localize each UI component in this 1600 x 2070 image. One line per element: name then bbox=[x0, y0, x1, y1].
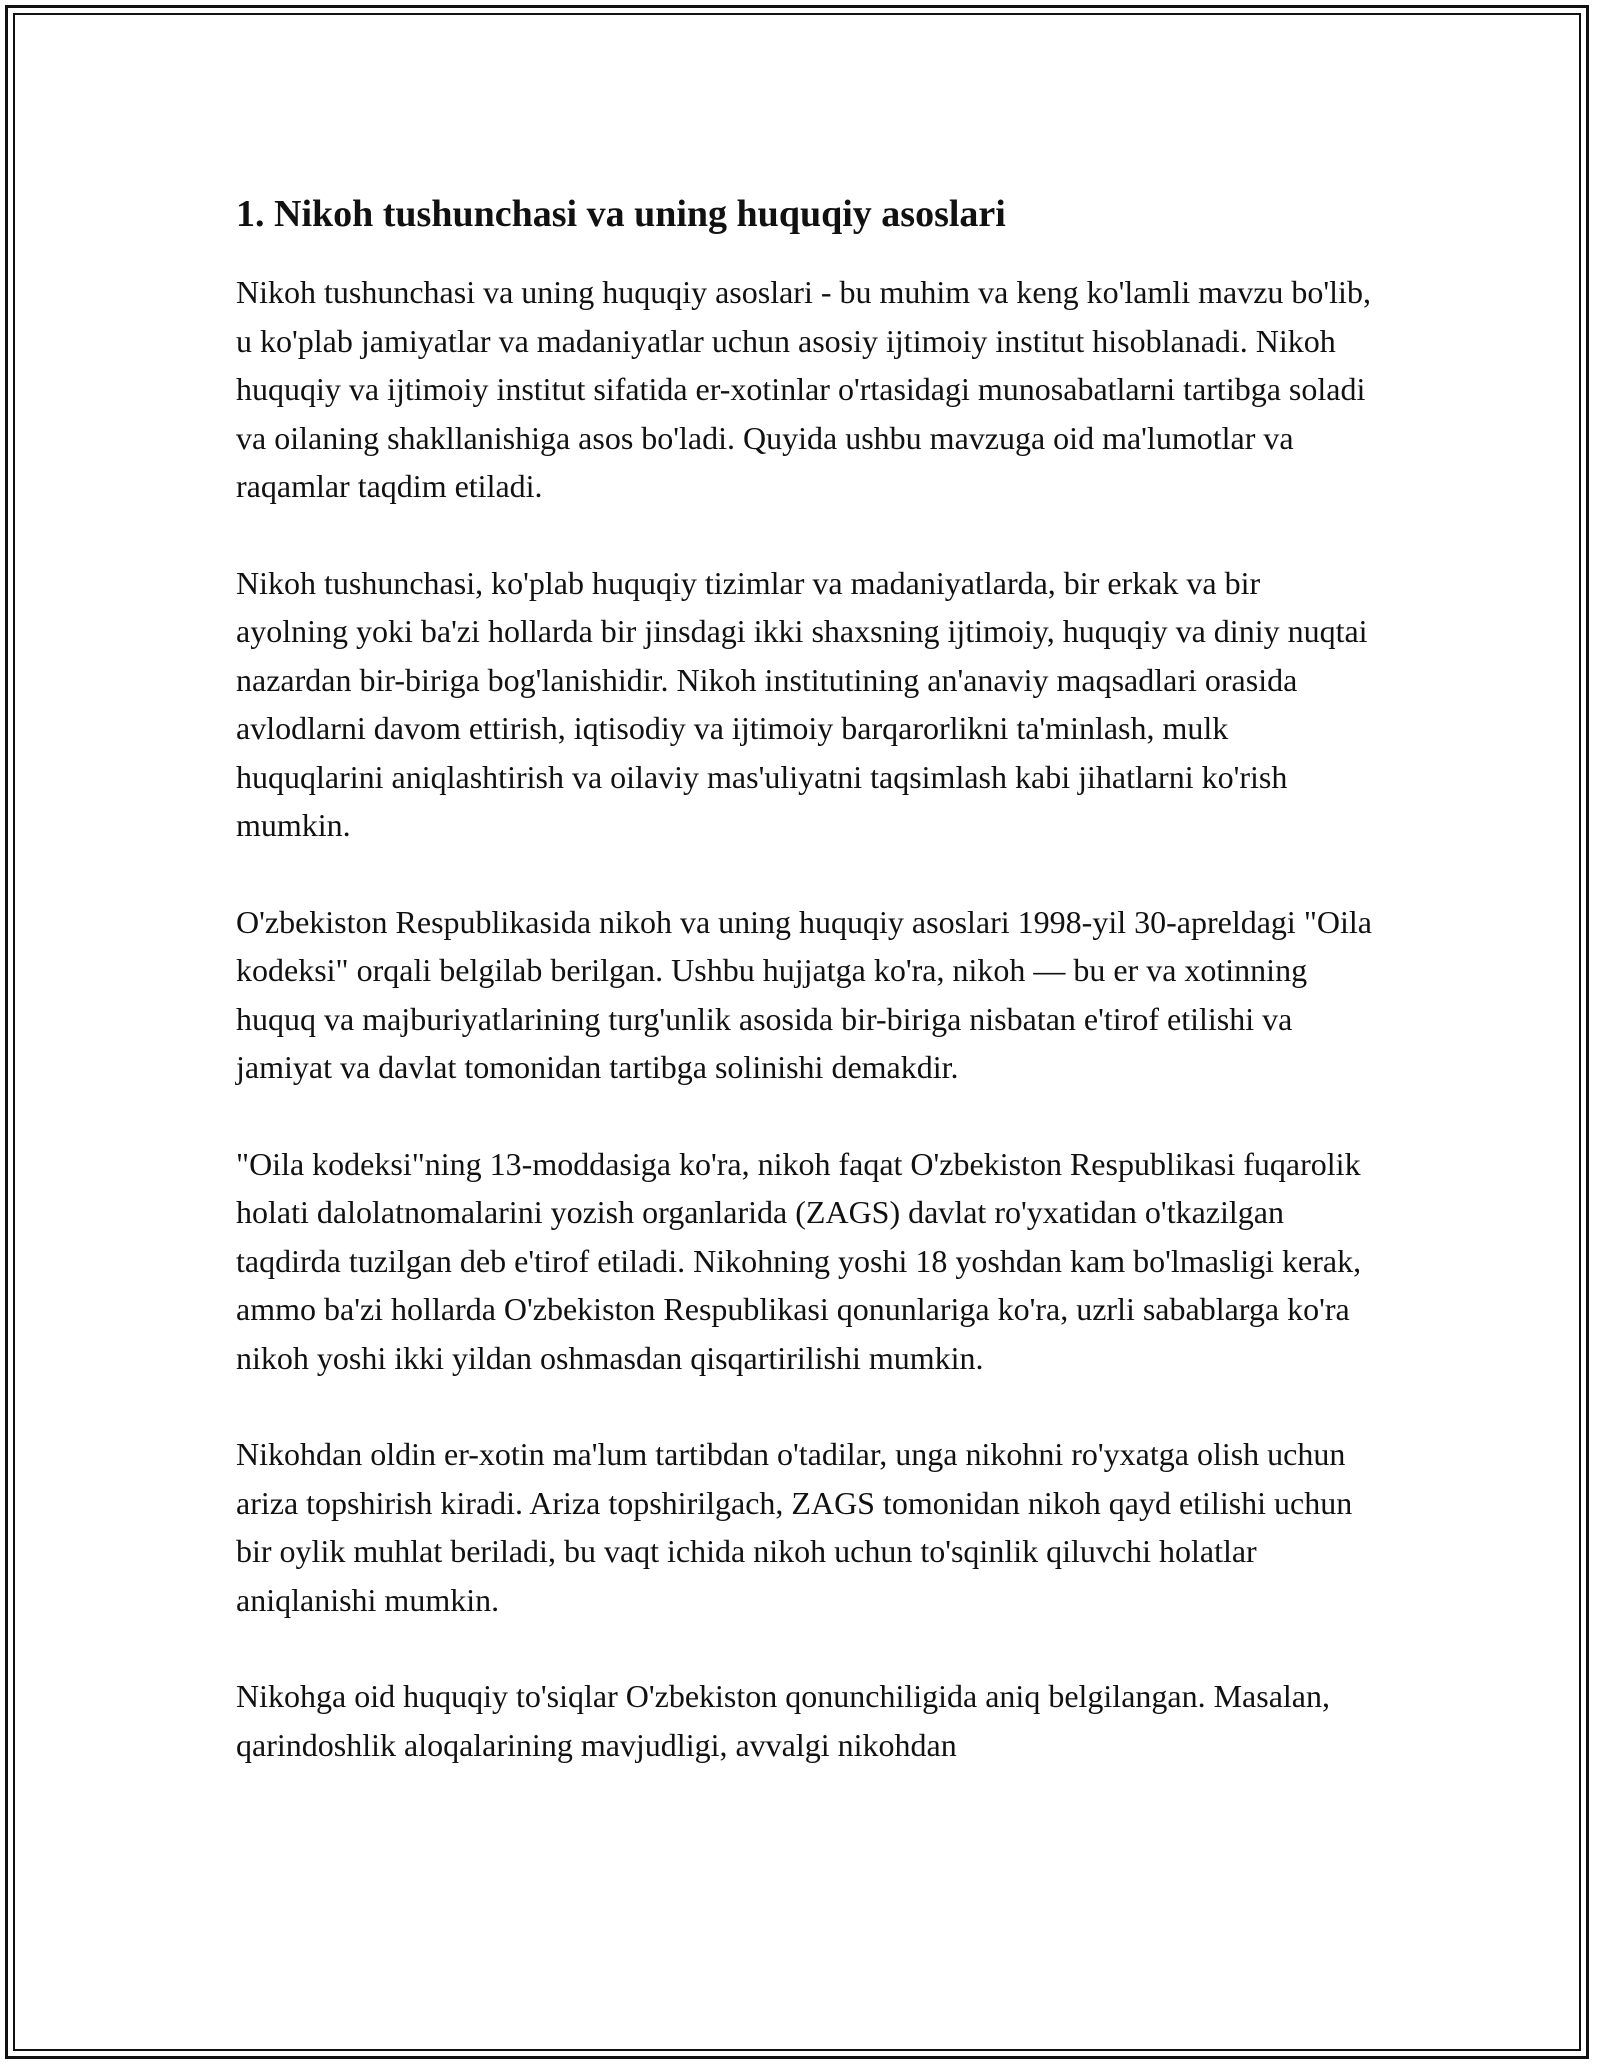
paragraph-4: "Oila kodeksi"ning 13-moddasiga ko'ra, nikoh faqat O'zbekiston Respublikasi fuqarolik holati dalolatnomalarini yozish organlarida (ZAGS) davlat ro'yxatidan o'tkazilgan taqdirda tuzilgan deb e'tirof etiladi. Nikohning yoshi 18 yoshdan kam bo'lmasligi kerak, ammo ba'zi hollarda O'zbekiston Respublikasi qonunlariga ko'ra, uzrli sabablarga ko'ra nikoh yoshi ikki yildan oshmasdan qisqartirilishi mumkin. bbox=[236, 1145, 1362, 1376]
section-title: 1. Nikoh tushunchasi va uning huquqiy asoslari bbox=[236, 193, 1006, 235]
paragraph-6: Nikohga oid huquqiy to'siqlar O'zbekiston qonunchiligida aniq belgilangan. Masalan, qarindoshlik aloqalarining mavjudligi, avvalgi nikohdan bbox=[236, 1678, 1330, 1763]
paragraph-1: Nikoh tushunchasi va uning huquqiy asoslari - bu muhim va keng ko'lamli mavzu bo'lib, u ko'plab jamiyatlar va madaniyatlar uchun asosiy ijtimoiy institut hisoblanadi. Nikoh huquqiy va ijtimoiy institut sifatida er-xotinlar o'rtasidagi munosabatlarni tartibga soladi va oilaning shakllanishiga asos bo'ladi. Quyida ushbu mavzuga oid ma'lumotlar va raqamlar taqdim etiladi. bbox=[236, 274, 1371, 504]
paragraph-5: Nikohdan oldin er-xotin ma'lum tartibdan o'tadilar, unga nikohni ro'yxatga olish uchun ariza topshirish kiradi. Ariza topshirilgach, ZAGS tomonidan nikoh qayd etilishi uchun bir oylik muhlat beriladi, bu vaqt ichida nikoh uchun to'sqinlik qiluvchi holatlar aniqlanishi mumkin. bbox=[236, 1436, 1353, 1618]
document-body bbox=[236, 188, 1376, 1817]
paragraph-3: O'zbekiston Respublikasida nikoh va uning huquqiy asoslari 1998-yil 30-apreldagi "Oila kodeksi" orqali belgilab berilgan. Ushbu hujjatga ko'ra, nikoh — bu er va xotinning huquq va majburiyatlarining turg'unlik asosida bir-biriga nisbatan e'tirof etilishi va jamiyat va davlat tomonidan tartibga solinishi demakdir. bbox=[236, 903, 1372, 1085]
paragraph-2: Nikoh tushunchasi, ko'plab huquqiy tizimlar va madaniyatlarda, bir erkak va bir ayolning yoki ba'zi hollarda bir jinsdagi ikki shaxsning ijtimoiy, huquqiy va diniy nuqtai nazardan bir-biriga bog'lanishidir. Nikoh institutining an'anaviy maqsadlari orasida avlodlarni davom ettirish, iqtisodiy va ijtimoiy barqarorlikni ta'minlash, mulk huquqlarini aniqlashtirish va oilaviy mas'uliyatni taqsimlash kabi jihatlarni ko'rish mumkin. bbox=[236, 564, 1368, 843]
